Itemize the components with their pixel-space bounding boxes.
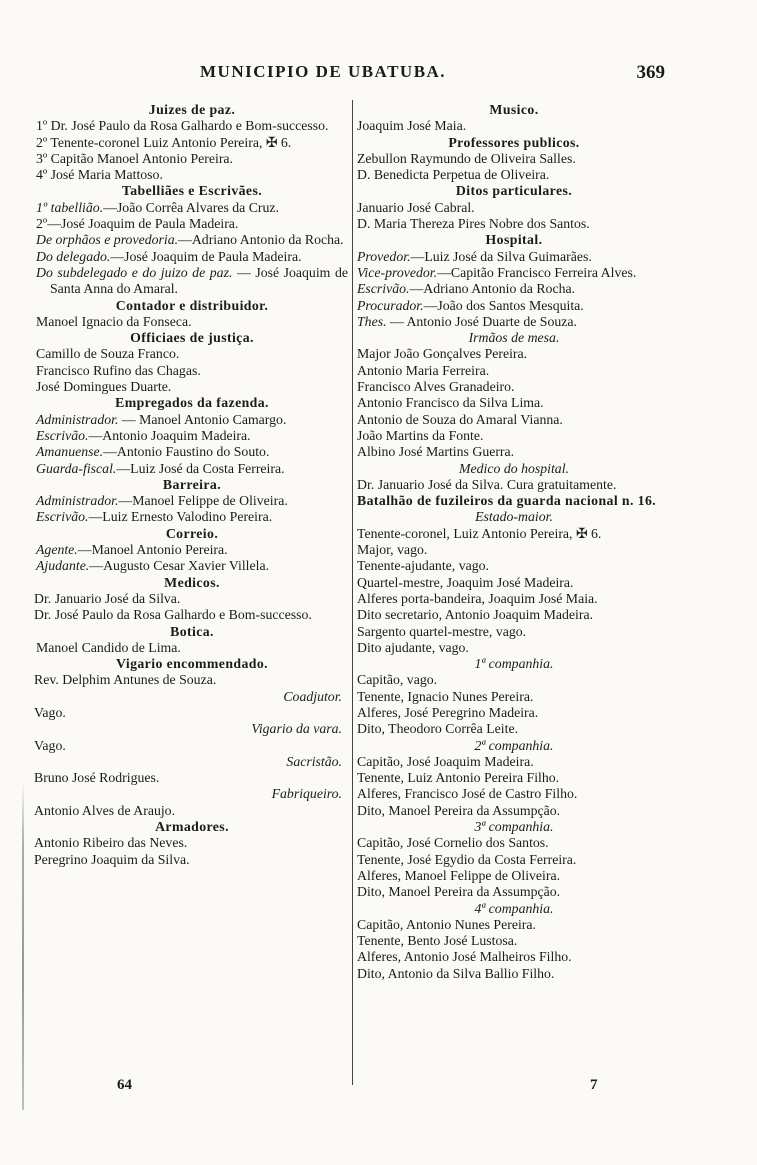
list-item: Alferes, Francisco José de Castro Filho. <box>357 786 578 802</box>
section-heading: Ditos particulares. <box>455 183 573 199</box>
section-heading: Professores publicos. <box>448 134 580 150</box>
role-label: Administrador. <box>36 493 119 509</box>
subsection-heading: Fabriqueiro. <box>271 786 342 802</box>
list-item: Major João Gonçalves Pereira. <box>357 346 528 362</box>
list-item: Dr. Januario José da Silva. Cura gratuitamente. <box>357 476 617 492</box>
role-label: 2º <box>36 216 48 232</box>
list-item <box>36 200 348 216</box>
role-label: De orphãos e provedoria. <box>36 232 179 248</box>
role-holder: —Luiz Ernesto Valodino Pereira. <box>88 509 273 525</box>
section-heading: Botica. <box>170 623 214 639</box>
list-item: Alferes porta-bandeira, Joaquim José Maia. <box>357 590 598 606</box>
list-item: Dr. José Paulo da Rosa Galhardo e Bom-successo. <box>34 607 312 623</box>
section-heading: Empregados da fazenda. <box>115 395 269 411</box>
list-item: Antonio Francisco da Silva Lima. <box>357 395 544 411</box>
subsection-heading: Vigario da vara. <box>251 721 342 737</box>
list-item: Antonio Alves de Araujo. <box>34 802 176 818</box>
section-heading: Correio. <box>165 525 219 541</box>
role-holder: —Luiz José da Silva Guimarães. <box>410 248 592 264</box>
subsection-heading: Irmãos de mesa. <box>468 330 560 346</box>
section-heading: Officiaes de justiça. <box>130 330 254 346</box>
list-item <box>36 428 348 444</box>
section-heading: Contador e distribuidor. <box>115 297 269 313</box>
list-item: Vago. <box>34 737 66 753</box>
list-item <box>36 493 348 509</box>
list-item <box>36 509 348 525</box>
running-title: MUNICIPIO DE UBATUBA. <box>200 62 447 81</box>
list-item: Antonio de Souza do Amaral Vianna. <box>357 411 563 427</box>
list-item: Major, vago. <box>357 542 428 558</box>
role-holder: —Adriano Antonio da Rocha. <box>409 281 576 297</box>
list-item: Capitão, José Cornelio dos Santos. <box>357 835 549 851</box>
role-label: Escrivão. <box>357 281 410 297</box>
list-item: Antonio Ribeiro das Neves. <box>34 835 188 851</box>
role-holder: —Augusto Cesar Xavier Villela. <box>89 558 270 574</box>
list-item <box>36 216 348 232</box>
list-item: Dito, Theodoro Corrêa Leite. <box>357 721 519 737</box>
list-item: Alferes, Manoel Felippe de Oliveira. <box>357 867 561 883</box>
list-item: Capitão, José Joaquim Madeira. <box>357 753 534 769</box>
list-item: Tenente, Luiz Antonio Pereira Filho. <box>357 770 560 786</box>
list-item: Sargento quartel-mestre, vago. <box>357 623 527 639</box>
role-label: Thes. <box>357 313 387 329</box>
role-holder: — Antonio José Duarte de Souza. <box>386 313 577 329</box>
subsection-heading: 4ª companhia. <box>474 900 554 916</box>
list-item <box>357 298 671 314</box>
subsection-heading: 1ª companhia. <box>474 656 554 672</box>
role-label: Agente. <box>36 542 78 558</box>
list-item <box>357 314 671 330</box>
list-item: Tenente, Bento José Lustosa. <box>357 933 518 949</box>
subsection-heading: Sacristão. <box>286 753 342 769</box>
list-item: Januario José Cabral. <box>357 199 475 215</box>
list-item <box>357 281 671 297</box>
section-heading: Tabelliães e Escrivães. <box>121 183 263 199</box>
list-item: Dito ajudante, vago. <box>357 639 469 655</box>
list-item: Tenente-coronel, Luiz Antonio Pereira, ✠ 6. <box>357 525 602 541</box>
list-item: Dito secretario, Antonio Joaquim Madeira. <box>357 607 594 623</box>
list-item <box>357 249 671 265</box>
list-item: Tenente, José Egydio da Costa Ferreira. <box>357 851 577 867</box>
list-item: 1º Dr. José Paulo da Rosa Galhardo e Bom-successo. <box>36 118 329 134</box>
right-column <box>357 102 671 982</box>
list-item <box>36 558 348 574</box>
list-item: Dito, Antonio da Silva Ballio Filho. <box>357 965 555 981</box>
list-item: Camillo de Souza Franco. <box>36 346 180 362</box>
list-item: Dito, Manoel Pereira da Assumpção. <box>357 802 561 818</box>
list-item: Francisco Alves Granadeiro. <box>357 379 515 395</box>
role-label: Ajudante. <box>36 558 90 574</box>
list-item: Manoel Candido de Lima. <box>36 639 181 655</box>
list-item <box>36 412 348 428</box>
list-item: Albino José Martins Guerra. <box>357 444 515 460</box>
list-item: D. Maria Thereza Pires Nobre dos Santos. <box>357 216 590 232</box>
role-holder: — José Joaquim de Santa Anna do Amaral. <box>50 264 348 297</box>
list-item <box>36 461 348 477</box>
list-item: Tenente-ajudante, vago. <box>357 558 489 574</box>
list-item: Antonio Maria Ferreira. <box>357 362 490 378</box>
role-label: Procurador. <box>357 297 424 313</box>
list-item: José Domingues Duarte. <box>36 379 172 395</box>
role-label: Escrivão. <box>36 509 89 525</box>
list-item: Peregrino Joaquim da Silva. <box>34 851 190 867</box>
section-heading: Juizes de paz. <box>148 102 236 117</box>
section-heading: Hospital. <box>485 232 543 248</box>
list-item: Alferes, José Peregrino Madeira. <box>357 704 539 720</box>
role-label: Vice-provedor. <box>357 264 438 280</box>
list-item: Dr. Januario José da Silva. <box>34 590 181 606</box>
list-item: Alferes, Antonio José Malheiros Filho. <box>357 949 572 965</box>
role-holder: —Manoel Antonio Pereira. <box>77 542 228 558</box>
role-label: Amanuense. <box>36 444 104 460</box>
list-item <box>36 232 348 248</box>
list-item: 4º José Maria Mattoso. <box>36 167 163 183</box>
section-heading: Armadores. <box>155 819 229 835</box>
list-item: Capitão, Antonio Nunes Pereira. <box>357 916 536 932</box>
role-holder: —Adriano Antonio da Rocha. <box>178 232 344 248</box>
column-rule <box>352 100 353 1085</box>
list-item: Capitão, vago. <box>357 672 438 688</box>
subsection-heading: Medico do hospital. <box>459 460 569 476</box>
signature-mark-right: 7 <box>590 1077 598 1093</box>
role-label: Administrador. <box>36 411 119 427</box>
role-label: Do subdelegado e do juizo de paz. <box>36 264 233 280</box>
list-item: Rev. Delphim Antunes de Souza. <box>34 672 217 688</box>
role-label: Do delegado. <box>36 248 111 264</box>
list-item: D. Benedicta Perpetua de Oliveira. <box>357 167 550 183</box>
binding-edge-shadow <box>22 780 24 1110</box>
list-item: Francisco Rufino das Chagas. <box>36 362 201 378</box>
list-item: 2º Tenente-coronel Luiz Antonio Pereira, ✠ 6. <box>36 134 292 150</box>
list-item: João Martins da Fonte. <box>357 427 484 443</box>
signature-mark-left: 64 <box>117 1077 132 1093</box>
section-heading: Musico. <box>489 102 539 117</box>
role-holder: —José Joaquim de Paula Madeira. <box>110 248 302 264</box>
role-holder: —Antonio Faustino do Souto. <box>103 444 270 460</box>
list-item: Vago. <box>34 704 66 720</box>
role-label: 1º tabellião. <box>36 199 104 215</box>
list-item: Tenente, Ignacio Nunes Pereira. <box>357 688 534 704</box>
list-item <box>36 542 348 558</box>
list-item: 3º Capitão Manoel Antonio Pereira. <box>36 150 234 166</box>
role-label: Guarda-fiscal. <box>36 460 117 476</box>
section-heading: Vigario encommendado. <box>116 656 268 672</box>
subsection-heading: Estado-maior. <box>475 509 553 525</box>
list-item <box>36 444 348 460</box>
role-holder: — Manoel Antonio Camargo. <box>118 411 287 427</box>
section-heading: Barreira. <box>162 476 222 492</box>
page-header <box>0 62 757 86</box>
role-holder: —Luiz José da Costa Ferreira. <box>116 460 285 476</box>
left-column <box>36 102 348 868</box>
section-heading: Medicos. <box>164 574 220 590</box>
list-item: Joaquim José Maia. <box>357 118 467 134</box>
list-item: Quartel-mestre, Joaquim José Madeira. <box>357 574 574 590</box>
subsection-heading: 3ª companhia. <box>474 819 554 835</box>
list-item <box>357 265 671 281</box>
list-item <box>36 265 348 298</box>
role-holder: —Capitão Francisco Ferreira Alves. <box>437 264 637 280</box>
role-holder: —João dos Santos Mesquita. <box>423 297 584 313</box>
role-holder: —João Corrêa Alvares da Cruz. <box>103 199 279 215</box>
role-label: Escrivão. <box>36 427 89 443</box>
role-label: Provedor. <box>357 248 411 264</box>
list-item: Bruno José Rodrigues. <box>34 770 160 786</box>
list-item: Zebullon Raymundo de Oliveira Salles. <box>357 150 576 166</box>
page-number: 369 <box>636 62 665 83</box>
role-holder: —Manoel Felippe de Oliveira. <box>118 493 288 509</box>
list-item <box>36 249 348 265</box>
role-holder: —José Joaquim de Paula Madeira. <box>47 216 239 232</box>
list-item: Manoel Ignacio da Fonseca. <box>36 313 192 329</box>
list-item: Dito, Manoel Pereira da Assumpção. <box>357 884 561 900</box>
section-heading: Batalhão de fuzileiros da guarda nacional n. 16. <box>357 493 657 509</box>
subsection-heading: Coadjutor. <box>283 688 342 704</box>
role-holder: —Antonio Joaquim Madeira. <box>88 427 251 443</box>
subsection-heading: 2ª companhia. <box>474 737 554 753</box>
